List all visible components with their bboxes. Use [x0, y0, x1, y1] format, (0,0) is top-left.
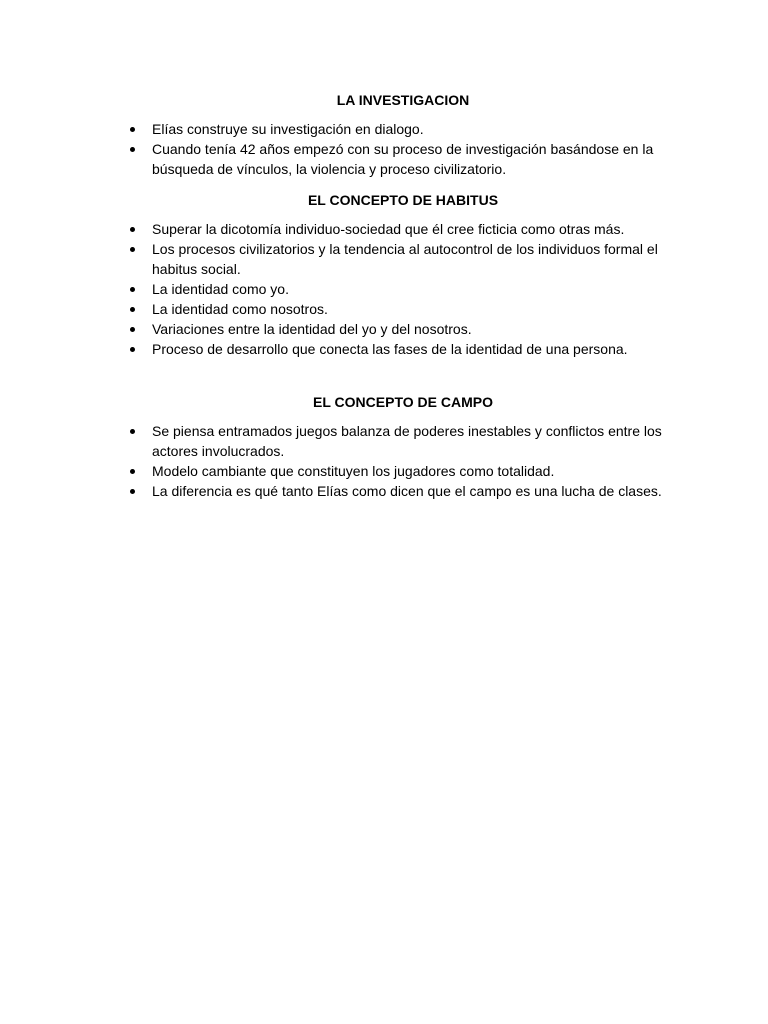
bullet-icon — [130, 489, 135, 494]
section-heading: LA INVESTIGACION — [336, 92, 470, 108]
bullet-icon — [130, 347, 135, 352]
list-item-text: Se piensa entramados juegos balanza de poderes inestables y conflictos entre los actores involucrados. — [152, 423, 662, 459]
list-item-text: Los procesos civilizatorios y la tendencia al autocontrol de los individuos formal el habitus social. — [152, 241, 658, 277]
bullet-icon — [130, 287, 135, 292]
bullet-list — [128, 421, 668, 501]
bullet-icon — [130, 247, 135, 252]
list-item-text: Variaciones entre la identidad del yo y del nosotros. — [152, 321, 472, 337]
list-item-text: Superar la dicotomía individuo-sociedad que él cree ficticia como otras más. — [152, 221, 625, 237]
bullet-icon — [130, 327, 135, 332]
list-item-text: La diferencia es qué tanto Elías como dicen que el campo es una lucha de clases. — [152, 483, 662, 499]
list-item — [128, 481, 668, 501]
section-el-concepto-de-campo — [128, 392, 668, 501]
bullet-icon — [130, 429, 135, 434]
list-item-text: La identidad como yo. — [152, 281, 289, 297]
section-el-concepto-de-habitus — [128, 190, 668, 359]
list-item — [128, 139, 668, 179]
bullet-icon — [130, 227, 135, 232]
list-item — [128, 239, 668, 279]
section-heading: EL CONCEPTO DE HABITUS — [307, 192, 499, 208]
list-item — [128, 119, 668, 139]
bullet-icon — [130, 127, 135, 132]
list-item — [128, 421, 668, 461]
section-heading: EL CONCEPTO DE CAMPO — [313, 394, 493, 410]
list-item-text: Proceso de desarrollo que conecta las fases de la identidad de una persona. — [152, 341, 628, 357]
section-la-investigacion — [128, 90, 668, 179]
list-item — [128, 299, 668, 319]
list-item-text: Elías construye su investigación en dialogo. — [152, 121, 424, 137]
bullet-list — [128, 119, 668, 179]
bullet-icon — [130, 307, 135, 312]
bullet-icon — [130, 147, 135, 152]
list-item — [128, 219, 668, 239]
list-item-text: Cuando tenía 42 años empezó con su proceso de investigación basándose en la búsqueda de vínculos, la violencia y proceso civilizatorio. — [152, 141, 654, 177]
bullet-icon — [130, 469, 135, 474]
bullet-list — [128, 219, 668, 359]
list-item — [128, 461, 668, 481]
list-item — [128, 279, 668, 299]
list-item-text: La identidad como nosotros. — [152, 301, 328, 317]
list-item — [128, 319, 668, 339]
list-item-text: Modelo cambiante que constituyen los jugadores como totalidad. — [152, 463, 555, 479]
list-item — [128, 339, 668, 359]
